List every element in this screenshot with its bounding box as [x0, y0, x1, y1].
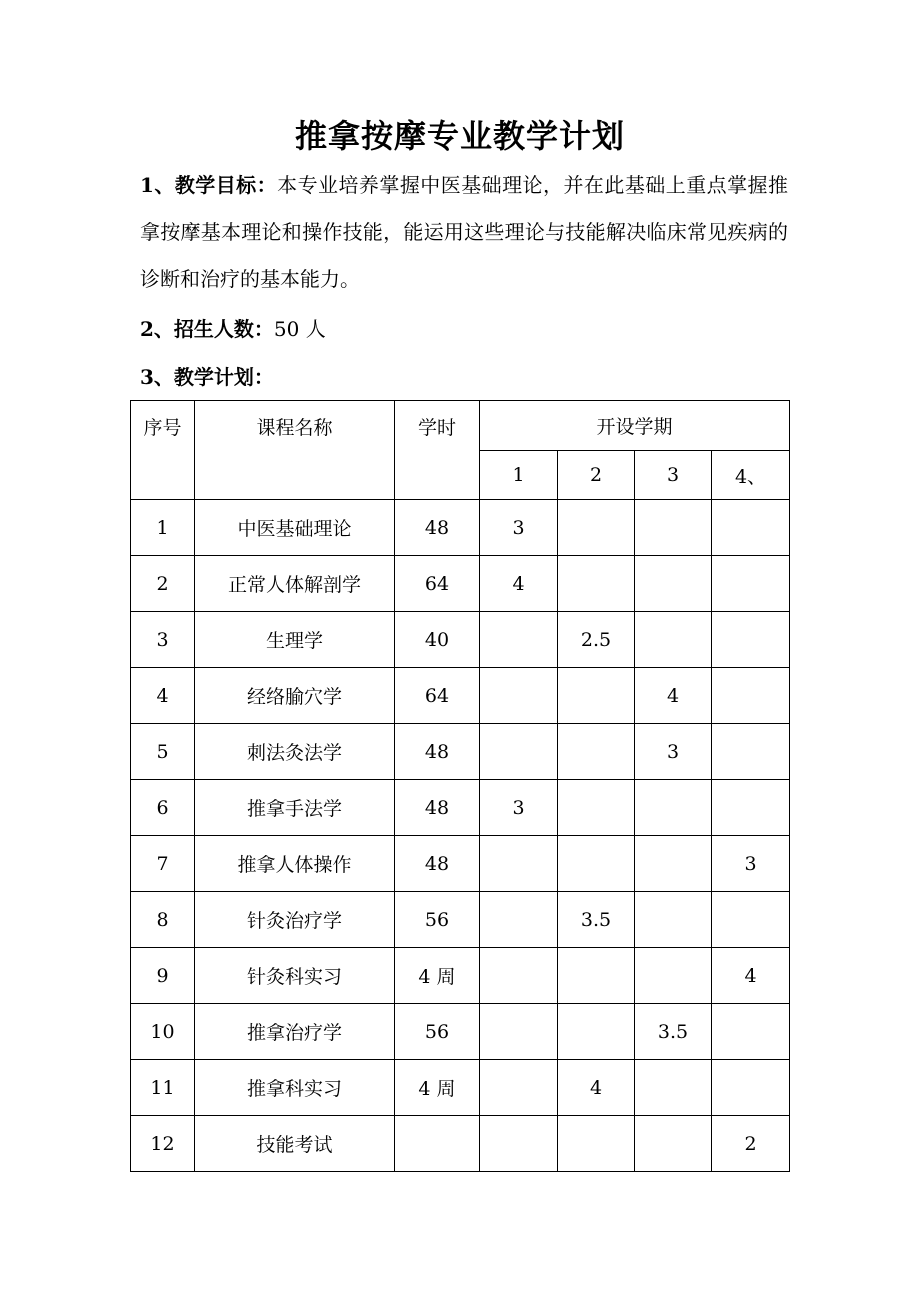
- enrollment-value: 50 人: [273, 317, 326, 341]
- cell-course: 刺法灸法学: [195, 724, 395, 780]
- cell-no: 5: [131, 724, 195, 780]
- cell-semester-3: [635, 836, 712, 892]
- cell-semester-4: [712, 612, 790, 668]
- cell-semester-2: [558, 948, 635, 1004]
- table-row: [131, 836, 790, 892]
- cell-semester-1: 4: [480, 556, 558, 612]
- cell-semester-2: [558, 556, 635, 612]
- cell-hours: 64: [395, 556, 480, 612]
- cell-course: 中医基础理论: [195, 500, 395, 556]
- cell-semester-1: [480, 836, 558, 892]
- cell-semester-3: 3: [635, 724, 712, 780]
- cell-course: 正常人体解剖学: [195, 556, 395, 612]
- cell-hours: 48: [395, 724, 480, 780]
- cell-semester-4: [712, 780, 790, 836]
- table-row: [131, 1116, 790, 1172]
- cell-semester-1: [480, 948, 558, 1004]
- table-row: [131, 948, 790, 1004]
- cell-semester-4: [712, 724, 790, 780]
- cell-semester-3: 4: [635, 668, 712, 724]
- cell-hours: [395, 1116, 480, 1172]
- table-row: [131, 612, 790, 668]
- cell-no: 7: [131, 836, 195, 892]
- cell-semester-2: 4: [558, 1060, 635, 1116]
- cell-semester-2: [558, 668, 635, 724]
- cell-hours: 48: [395, 836, 480, 892]
- cell-semester-1: [480, 612, 558, 668]
- table-row: [131, 1004, 790, 1060]
- cell-hours: 4 周: [395, 948, 480, 1004]
- cell-semester-4: [712, 668, 790, 724]
- header-semester-4: 4、: [712, 451, 790, 500]
- cell-no: 9: [131, 948, 195, 1004]
- cell-hours: 48: [395, 780, 480, 836]
- plan-heading: [140, 354, 788, 401]
- teaching-plan-table: [130, 400, 790, 1172]
- cell-course: 针灸治疗学: [195, 892, 395, 948]
- cell-semester-1: [480, 1060, 558, 1116]
- cell-semester-3: [635, 892, 712, 948]
- cell-no: 8: [131, 892, 195, 948]
- cell-course: 推拿人体操作: [195, 836, 395, 892]
- page-title: 推拿按摩专业教学计划: [294, 117, 625, 155]
- cell-semester-3: [635, 1060, 712, 1116]
- header-semester-2: 2: [558, 451, 635, 500]
- cell-semester-3: [635, 780, 712, 836]
- cell-semester-4: 2: [712, 1116, 790, 1172]
- cell-hours: 4 周: [395, 1060, 480, 1116]
- teaching-goal-paragraph: [140, 162, 788, 303]
- cell-no: 4: [131, 668, 195, 724]
- cell-semester-1: [480, 1116, 558, 1172]
- cell-no: 11: [131, 1060, 195, 1116]
- cell-semester-4: [712, 500, 790, 556]
- cell-semester-2: [558, 724, 635, 780]
- cell-hours: 64: [395, 668, 480, 724]
- header-semester: 开设学期: [480, 401, 790, 451]
- table-row: [131, 724, 790, 780]
- header-course: 课程名称: [195, 401, 395, 500]
- cell-semester-3: 3.5: [635, 1004, 712, 1060]
- cell-no: 12: [131, 1116, 195, 1172]
- table-row: [131, 500, 790, 556]
- cell-no: 10: [131, 1004, 195, 1060]
- cell-hours: 56: [395, 1004, 480, 1060]
- cell-no: 2: [131, 556, 195, 612]
- table-row: [131, 1060, 790, 1116]
- header-hours: 学时: [395, 401, 480, 500]
- cell-no: 6: [131, 780, 195, 836]
- cell-semester-2: [558, 836, 635, 892]
- cell-semester-4: 4: [712, 948, 790, 1004]
- cell-semester-2: 3.5: [558, 892, 635, 948]
- cell-semester-3: [635, 556, 712, 612]
- cell-semester-1: [480, 892, 558, 948]
- header-semester-3: 3: [635, 451, 712, 500]
- cell-course: 生理学: [195, 612, 395, 668]
- cell-course: 针灸科实习: [195, 948, 395, 1004]
- cell-semester-1: 3: [480, 780, 558, 836]
- cell-semester-3: [635, 500, 712, 556]
- cell-course: 推拿手法学: [195, 780, 395, 836]
- cell-hours: 48: [395, 500, 480, 556]
- enrollment-paragraph: [140, 306, 788, 353]
- cell-semester-2: [558, 780, 635, 836]
- table-header-row: [131, 401, 790, 451]
- table-row: [131, 556, 790, 612]
- cell-semester-1: [480, 724, 558, 780]
- cell-course: 推拿治疗学: [195, 1004, 395, 1060]
- cell-semester-1: [480, 668, 558, 724]
- cell-semester-4: [712, 892, 790, 948]
- cell-semester-3: [635, 948, 712, 1004]
- cell-semester-1: [480, 1004, 558, 1060]
- table-row: [131, 780, 790, 836]
- cell-semester-1: 3: [480, 500, 558, 556]
- cell-semester-2: [558, 1004, 635, 1060]
- teaching-goal-label: 1、教学目标：: [140, 173, 278, 197]
- cell-semester-2: [558, 500, 635, 556]
- cell-no: 3: [131, 612, 195, 668]
- teaching-goal-text: 本专业培养掌握中医基础理论，并在此基础上重点掌握推拿按摩基本理论和操作技能，能运用这些理论与技能解决临床常见疾病的诊断和治疗的基本能力。: [140, 173, 789, 291]
- cell-semester-2: [558, 1116, 635, 1172]
- header-no: 序号: [131, 401, 195, 500]
- cell-hours: 56: [395, 892, 480, 948]
- cell-course: 经络腧穴学: [195, 668, 395, 724]
- plan-label: 3、教学计划：: [140, 365, 274, 389]
- cell-semester-3: [635, 612, 712, 668]
- cell-semester-4: [712, 1004, 790, 1060]
- header-semester-1: 1: [480, 451, 558, 500]
- cell-semester-3: [635, 1116, 712, 1172]
- cell-no: 1: [131, 500, 195, 556]
- cell-course: 推拿科实习: [195, 1060, 395, 1116]
- table-row: [131, 668, 790, 724]
- cell-semester-2: 2.5: [558, 612, 635, 668]
- table-row: [131, 892, 790, 948]
- cell-course: 技能考试: [195, 1116, 395, 1172]
- enrollment-label: 2、招生人数：: [140, 317, 274, 341]
- cell-semester-4: [712, 1060, 790, 1116]
- cell-hours: 40: [395, 612, 480, 668]
- cell-semester-4: [712, 556, 790, 612]
- cell-semester-4: 3: [712, 836, 790, 892]
